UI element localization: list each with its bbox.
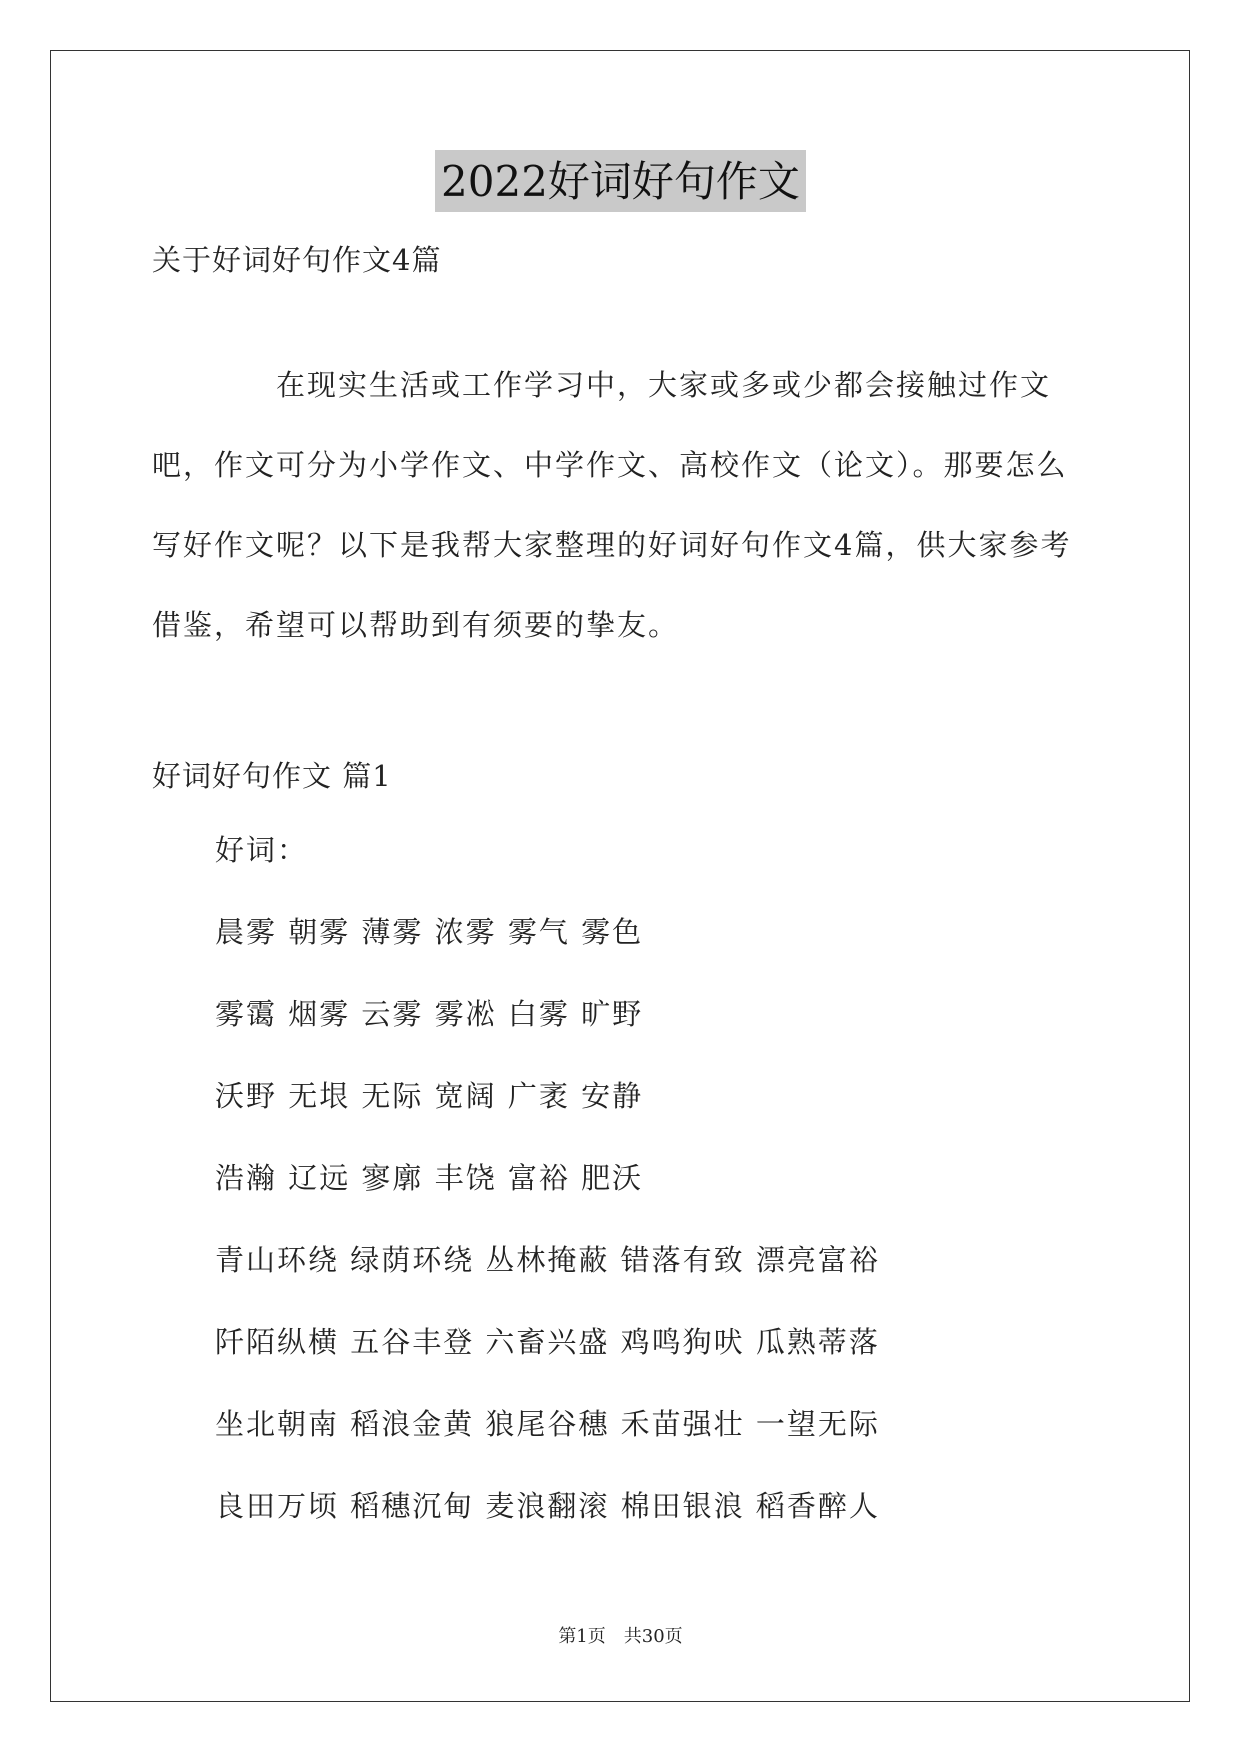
word-row: 晨雾 朝雾 薄雾 浓雾 雾气 雾色	[215, 915, 644, 949]
document-subtitle: 关于好词好句作文4篇	[152, 243, 442, 277]
word-row: 沃野 无垠 无际 宽阔 广袤 安静	[215, 1079, 644, 1113]
word-row: 雾霭 烟雾 云雾 雾凇 白雾 旷野	[215, 997, 644, 1031]
intro-paragraph: 在现实生活或工作学习中，大家或多或少都会接触过作文吧，作文可分为小学作文、中学作文、高校作文（论文）。那要怎么写好作文呢？以下是我帮大家整理的好词好句作文4篇，供大家参考借鉴，希望可以帮助到有须要的挚友。	[152, 368, 1072, 642]
word-row: 青山环绕 绿荫环绕 丛林掩蔽 错落有致 漂亮富裕	[215, 1243, 880, 1277]
word-row: 浩瀚 辽远 寥廓 丰饶 富裕 肥沃	[215, 1161, 644, 1195]
document-title: 2022好词好句作文	[435, 150, 806, 212]
title-container	[0, 150, 1241, 212]
word-row: 坐北朝南 稻浪金黄 狼尾谷穗 禾苗强壮 一望无际	[215, 1407, 880, 1441]
section-heading: 好词好句作文 篇1	[152, 759, 392, 793]
word-list	[215, 830, 880, 1568]
word-row: 阡陌纵横 五谷丰登 六畜兴盛 鸡鸣狗吠 瓜熟蒂落	[215, 1325, 880, 1359]
words-label: 好词：	[215, 833, 309, 867]
word-row: 良田万顷 稻穗沉甸 麦浪翻滚 棉田银浪 稻香醉人	[215, 1489, 880, 1523]
page-footer: 第1页 共30页	[558, 1626, 683, 1647]
